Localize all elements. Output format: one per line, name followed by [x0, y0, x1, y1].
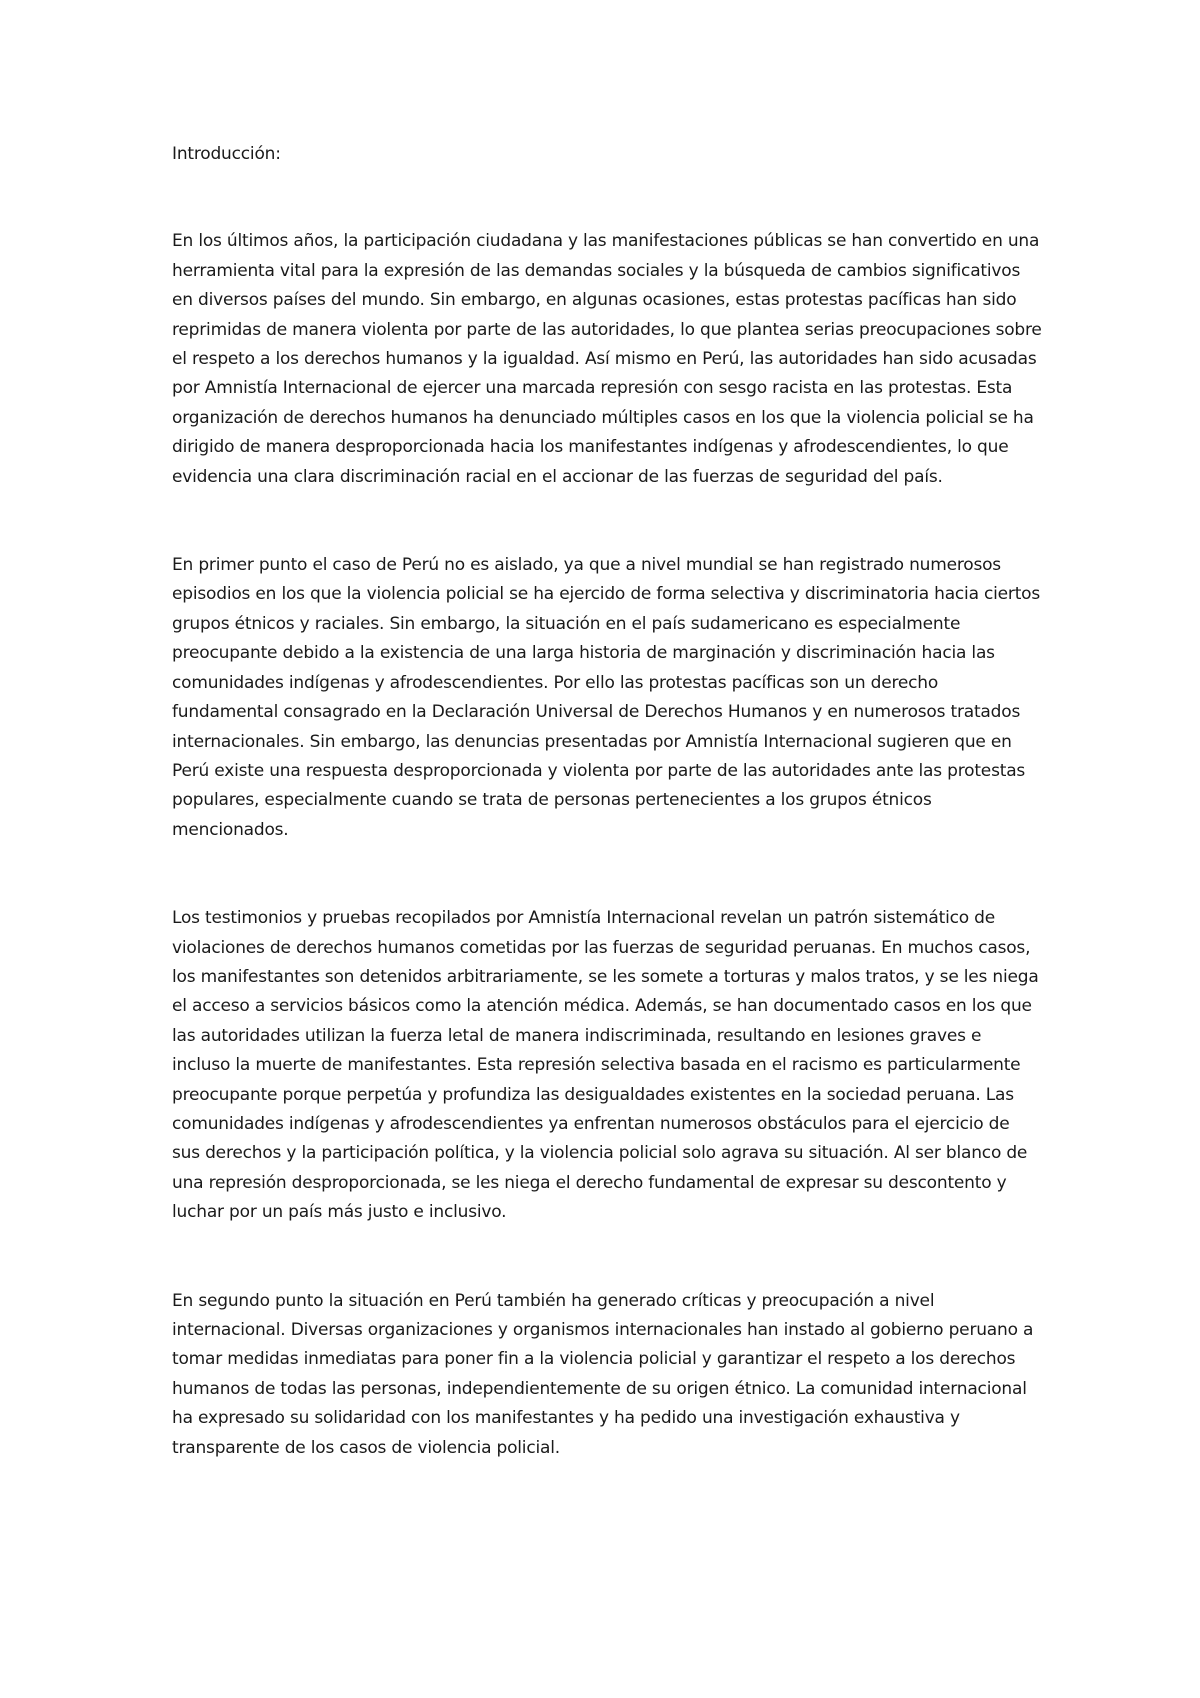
document-body [172, 140, 1042, 1522]
paragraph-testimonies: Los testimonios y pruebas recopilados por Amnistía Internacional revelan un patrón sistemático de violaciones de derechos humanos cometidas por las fuerzas de seguridad peruanas. En muchos casos, los manifestantes son detenidos arbitrariamente, se les somete a torturas y malos tratos, y se les niega el acceso a servicios básicos como la atención médica. Además, se han documentado casos en los que las autoridades utilizan la fuerza letal de manera indiscriminada, resultando en lesiones graves e incluso la muerte de manifestantes. Esta represión selectiva basada en el racismo es particularmente preocupante porque perpetúa y profundiza las desigualdades existentes en la sociedad peruana. Las comunidades indígenas y afrodescendientes ya enfrentan numerosos obstáculos para el ejercicio de sus derechos y la participación política, y la violencia policial solo agrava su situación. Al ser blanco de una represión desproporcionada, se les niega el derecho fundamental de expresar su descontento y luchar por un país más justo e inclusivo. [172, 908, 1039, 1223]
section-heading: Introducción: [172, 144, 281, 164]
paragraph-first-point: En primer punto el caso de Perú no es aislado, ya que a nivel mundial se han registrado numerosos episodios en los que la violencia policial se ha ejercido de forma selectiva y discriminatoria hacia ciertos grupos étnicos y raciales. Sin embargo, la situación en el país sudamericano es especialmente preocupante debido a la existencia de una larga historia de marginación y discriminación hacia las comunidades indígenas y afrodescendientes. Por ello las protestas pacíficas son un derecho fundamental consagrado en la Declaración Universal de Derechos Humanos y en numerosos tratados internacionales. Sin embargo, las denuncias presentadas por Amnistía Internacional sugieren que en Perú existe una respuesta desproporcionada y violenta por parte de las autoridades ante las protestas populares, especialmente cuando se trata de personas pertenecientes a los grupos étnicos mencionados. [172, 555, 1041, 840]
paragraph-introduction: En los últimos años, la participación ciudadana y las manifestaciones públicas se han convertido en una herramienta vital para la expresión de las demandas sociales y la búsqueda de cambios significativos en diversos países del mundo. Sin embargo, en algunas ocasiones, estas protestas pacíficas han sido reprimidas de manera violenta por parte de las autoridades, lo que plantea serias preocupaciones sobre el respeto a los derechos humanos y la igualdad. Así mismo en Perú, las autoridades han sido acusadas por Amnistía Internacional de ejercer una marcada represión con sesgo racista en las protestas. Esta organización de derechos humanos ha denunciado múltiples casos en los que la violencia policial se ha dirigido de manera desproporcionada hacia los manifestantes indígenas y afrodescendientes, lo que evidencia una clara discriminación racial en el accionar de las fuerzas de seguridad del país. [172, 231, 1042, 487]
paragraph-second-point: En segundo punto la situación en Perú también ha generado críticas y preocupación a nivel internacional. Diversas organizaciones y organismos internacionales han instado al gobierno peruano a tomar medidas inmediatas para poner fin a la violencia policial y garantizar el respeto a los derechos humanos de todas las personas, independientemente de su origen étnico. La comunidad internacional ha expresado su solidaridad con los manifestantes y ha pedido una investigación exhaustiva y transparente de los casos de violencia policial. [172, 1290, 1034, 1458]
